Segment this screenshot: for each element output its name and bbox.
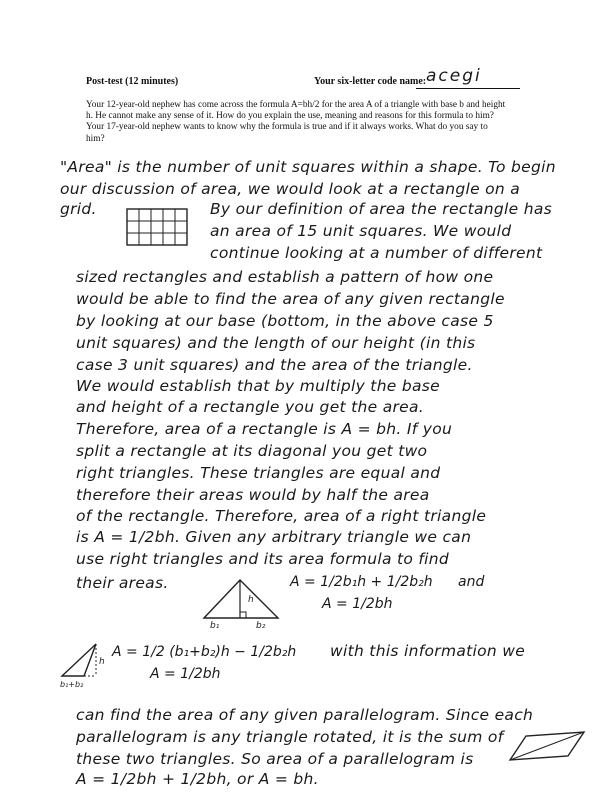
formula-sum-of-parts: A = 1/2b₁h + 1/2b₂h	[290, 574, 433, 590]
answer-line-7: sized rectangles and establish a pattern of how one	[76, 268, 494, 286]
answer-line-14: Therefore, area of a rectangle is A = bh. If you	[76, 420, 453, 438]
tri1-base2-label: b₂	[256, 621, 266, 631]
answer-line-21: their areas.	[76, 574, 169, 592]
test-title: Post-test (12 minutes)	[86, 76, 179, 87]
code-name-value: acegi	[426, 66, 482, 86]
answer-line-10: unit squares) and the length of our height (in this	[76, 334, 476, 352]
formula-and: and	[458, 574, 485, 590]
parallelogram-diagram	[508, 730, 586, 764]
answer-line-11: case 3 unit squares) and the area of the triangle.	[76, 356, 473, 374]
answer-line-20: use right triangles and its area formula to find	[76, 550, 450, 568]
answer-line-8: would be able to find the area of any given rectangle	[76, 290, 505, 308]
answer-line-4: By our definition of area the rectangle has	[210, 200, 553, 218]
answer-line-3: grid.	[60, 200, 97, 218]
header	[86, 68, 526, 92]
answer-line-13: and height of a rectangle you get the area.	[76, 398, 425, 416]
code-name-underline	[416, 88, 520, 89]
closing-line-4: A = 1/2bh + 1/2bh, or A = bh.	[76, 770, 319, 788]
closing-line-1: can find the area of any given parallelogram. Since each	[76, 706, 534, 724]
closing-line-2: parallelogram is any triangle rotated, it is the sum of	[76, 728, 504, 746]
answer-line-19: is A = 1/2bh. Given any arbitrary triangle we can	[76, 528, 472, 546]
answer-line-5: an area of 15 unit squares. We would	[210, 222, 512, 240]
answer-line-2: our discussion of area, we would look at a rectangle on a	[60, 180, 521, 198]
answer-line-6: continue looking at a number of different	[210, 244, 543, 262]
formula-result-2: A = 1/2bh	[150, 666, 221, 682]
answer-line-9: by looking at our base (bottom, in the above case 5	[76, 312, 494, 330]
answer-line-16: right triangles. These triangles are equal and	[76, 464, 441, 482]
closing-line-3: these two triangles. So area of a parallelogram is	[76, 750, 474, 768]
tri2-base-label: b₁+b₂	[60, 680, 84, 689]
formula-result-1: A = 1/2bh	[322, 596, 393, 612]
answer-line-18: of the rectangle. Therefore, area of a right triangle	[76, 507, 487, 525]
prompt-text: Your 12-year-old nephew has come across the formula A=bh/2 for the area A of a triangle with base b and height h. He cannot make any sense of it. How do you explain the use, meaning and reasons for this formula to him? Your 17-year-old nephew wants to know why the formula is true and if it always works. What do you say to him?	[86, 100, 506, 144]
code-name-label: Your six-letter code name:	[314, 76, 427, 87]
tri2-height-label: h	[99, 657, 105, 667]
formula-difference: A = 1/2 (b₁+b₂)h − 1/2b₂h	[112, 644, 297, 660]
closing-intro: with this information we	[330, 642, 526, 660]
triangle-diagram	[200, 578, 284, 631]
rectangle-grid	[126, 208, 190, 248]
answer-line-17: therefore their areas would by half the area	[76, 486, 430, 504]
tri1-height-label: h	[248, 595, 254, 605]
answer-line-12: We would establish that by multiply the base	[76, 377, 441, 395]
answer-line-15: split a rectangle at its diagonal you get two	[76, 442, 428, 460]
obtuse-triangle-diagram	[60, 640, 112, 688]
answer-line-1: "Area" is the number of unit squares within a shape. To begin	[60, 158, 556, 176]
tri1-base1-label: b₁	[210, 621, 220, 631]
